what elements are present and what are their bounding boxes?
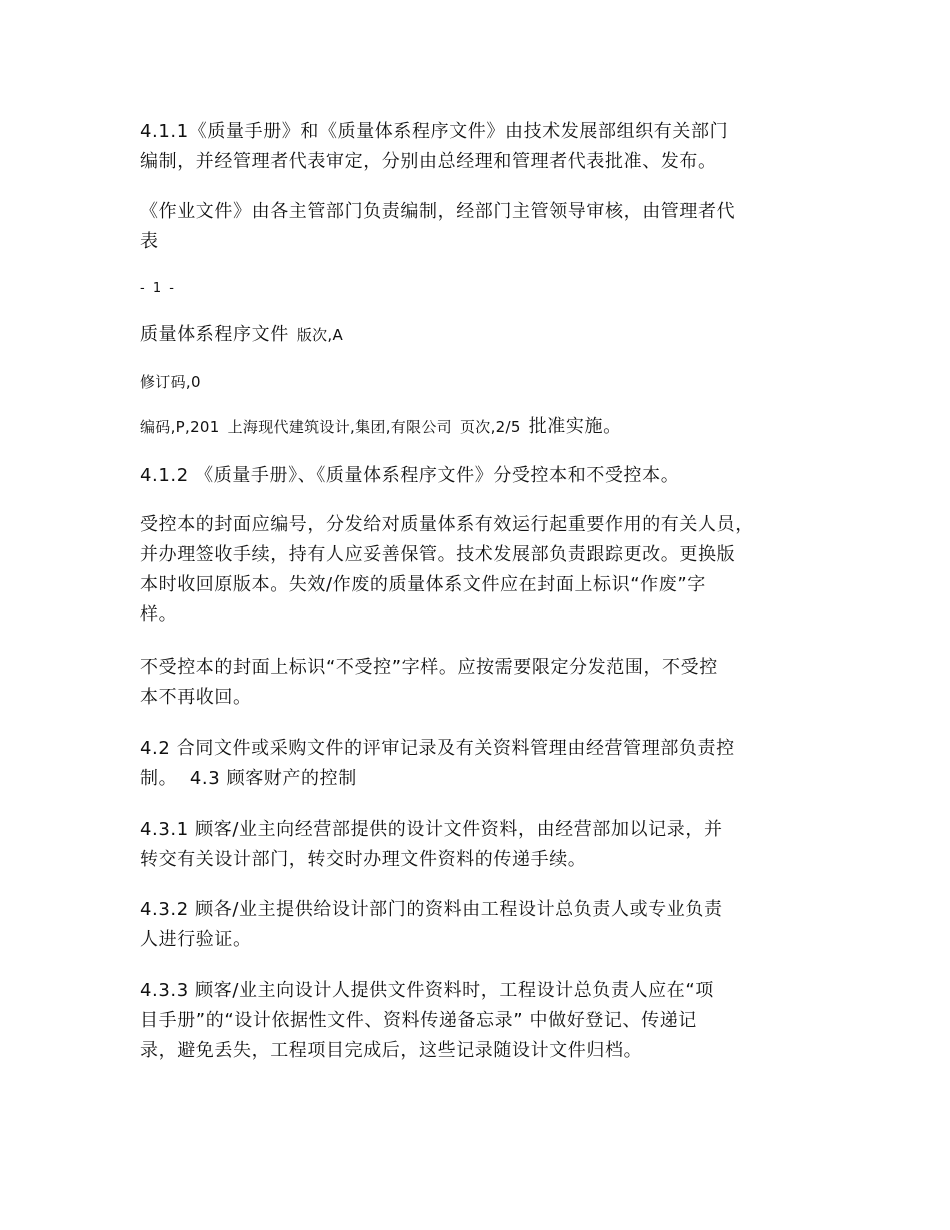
- doc-header-code-line: [140, 412, 840, 442]
- paragraph-line: 《作业文件》由各主管部门负责编制，经部门主管领导审核，由管理者代: [140, 201, 736, 222]
- paragraph-line: 4.2 合同文件或采购文件的评审记录及有关资料管理由经营管理部负责控: [140, 738, 735, 759]
- page-number: - 1 -: [140, 281, 176, 296]
- paragraph-line: 样。: [140, 604, 178, 625]
- doc-header-code: 编码,P,201: [140, 418, 220, 436]
- paragraph-line: 4.3.3 顾客/业主向设计人提供文件资料时，工程设计总负责人应在“项: [140, 980, 714, 1001]
- doc-header-title-line: [140, 320, 840, 350]
- doc-header-company: 上海现代建筑设计,集团,有限公司: [227, 418, 452, 436]
- paragraph-line: 人进行验证。: [140, 929, 252, 950]
- paragraph-line: 4.3.2 顾各/业主提供给设计部门的资料由工程设计总负责人或专业负责: [140, 899, 723, 920]
- paragraph-line: 本时收回原版本。失效/作废的质量体系文件应在封面上标识“作废”字: [140, 574, 706, 595]
- paragraph-controlled-copy: [140, 510, 840, 630]
- paragraph-4-1-2: [140, 461, 840, 491]
- paragraph-4-3-2: [140, 895, 840, 955]
- paragraph-line: 制。 4.3 顾客财产的控制: [140, 768, 357, 789]
- paragraph-line: 本不再收回。: [140, 687, 252, 708]
- paragraph-4-2: [140, 734, 840, 794]
- paragraph-line: 编制，并经管理者代表审定，分别由总经理和管理者代表批准、发布。: [140, 151, 717, 172]
- paragraph-line: 并办理签收手续，持有人应妥善保管。技术发展部负责跟踪更改。更换版: [140, 544, 736, 565]
- paragraph-line: 受控本的封面应编号，分发给对质量体系有效运行起重要作用的有关人员，: [140, 514, 754, 535]
- paragraph-line: 转交有关设计部门，转交时办理文件资料的传递手续。: [140, 849, 587, 870]
- doc-header-continuation: 批准实施。: [528, 416, 622, 437]
- paragraph-line: 4.1.1《质量手册》和《质量体系程序文件》由技术发展部组织有关部门: [140, 121, 729, 142]
- paragraph-line: 目手册”的“设计依据性文件、资料传递备忘录” 中做好登记、传递记: [140, 1010, 697, 1031]
- doc-header-title: 质量体系程序文件: [140, 324, 289, 345]
- paragraph-4-3-1: [140, 815, 840, 875]
- paragraph-work-files: [140, 197, 840, 257]
- paragraph-4-1-1: [140, 117, 840, 177]
- doc-header-pages: 页次,2/5: [459, 418, 521, 436]
- doc-header-revision: 修订码,0: [140, 373, 201, 391]
- paragraph-line: 录，避免丢失，工程项目完成后，这些记录随设计文件归档。: [140, 1040, 643, 1061]
- paragraph-4-3-3: [140, 976, 840, 1066]
- paragraph-line: 不受控本的封面上标识“不受控”字样。应按需要限定分发范围，不受控: [140, 657, 718, 678]
- paragraph-uncontrolled-copy: [140, 653, 840, 713]
- paragraph-line: 4.3.1 顾客/业主向经营部提供的设计文件资料，由经营部加以记录，并: [140, 819, 723, 840]
- paragraph-line: 4.1.2 《质量手册》、《质量体系程序文件》分受控本和不受控本。: [140, 465, 680, 486]
- paragraph-line: 表: [140, 231, 159, 252]
- doc-header-edition: 版次,A: [296, 326, 344, 344]
